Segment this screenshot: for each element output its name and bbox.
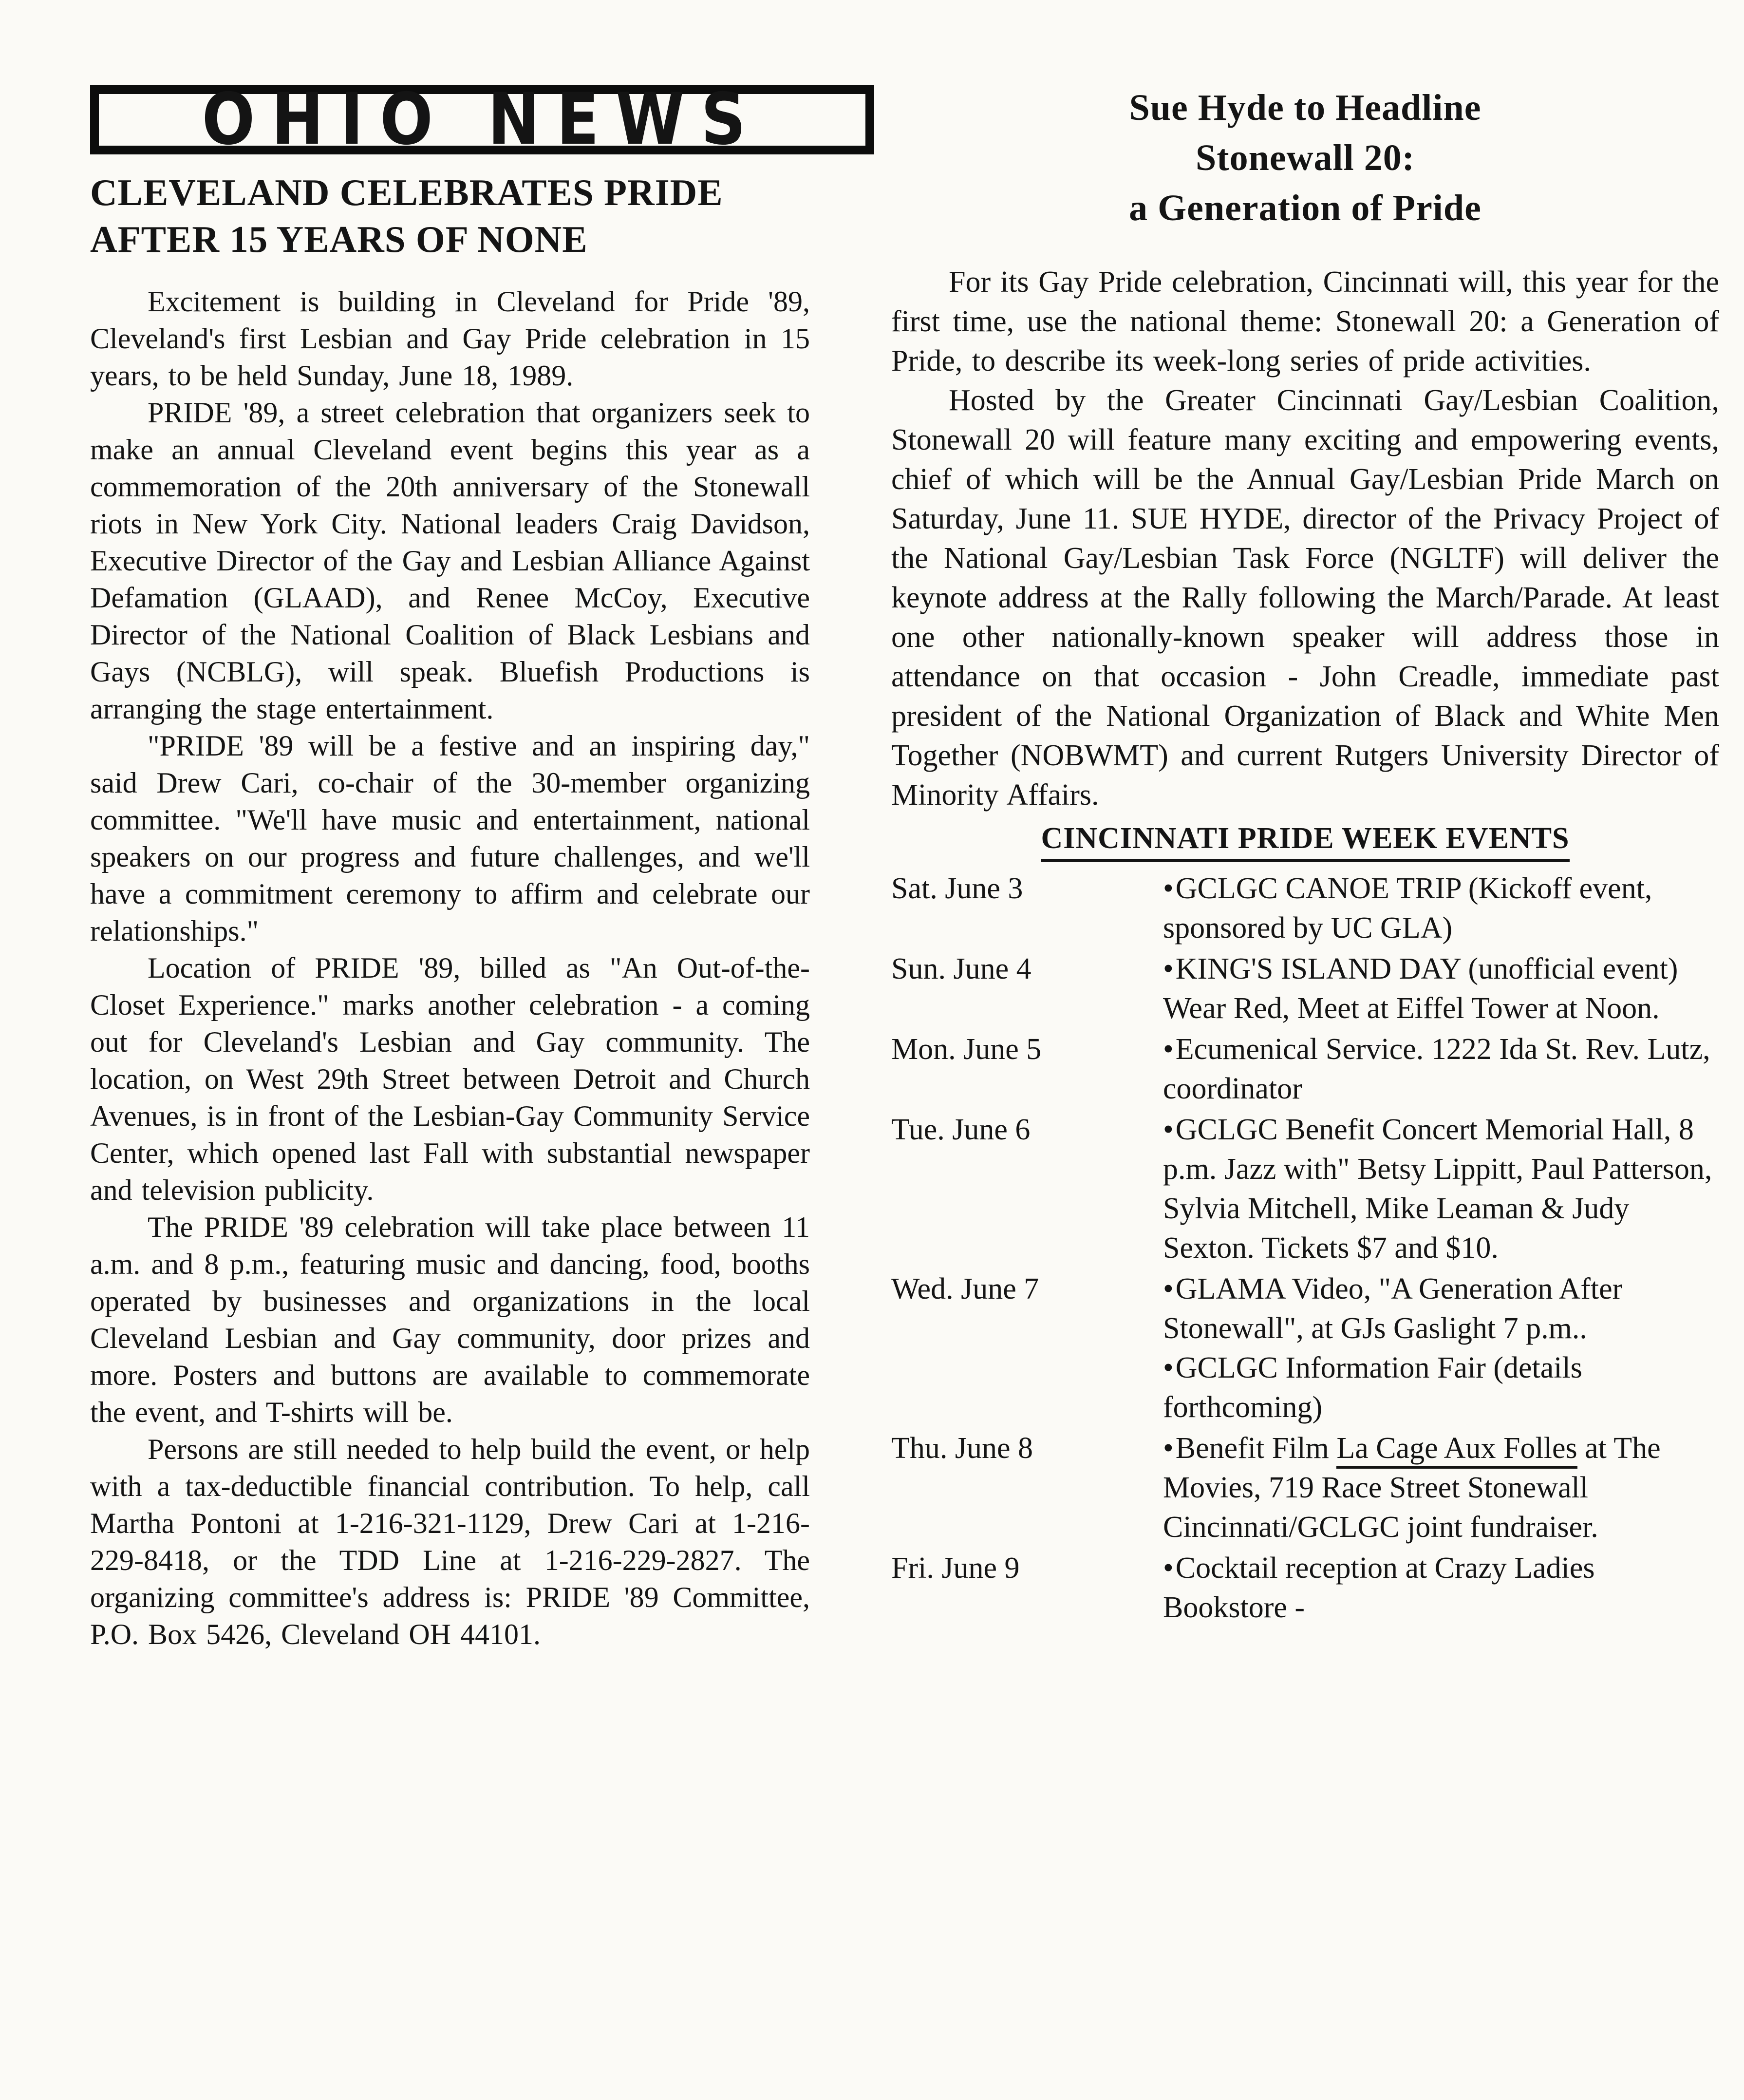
bullet-icon: • — [1163, 1033, 1174, 1066]
event-item — [1163, 949, 1719, 1028]
event-row — [891, 1030, 1719, 1109]
event-row — [891, 869, 1719, 948]
event-date: Wed. June 7 — [891, 1272, 1039, 1305]
event-row — [891, 1549, 1719, 1627]
event-text: at The Movies, 719 Race Street Stonewall Cincinnati/GCLGC joint fundraiser. — [1163, 1432, 1661, 1544]
bullet-icon: • — [1163, 872, 1174, 905]
event-text: Ecumenical Service. 1222 Ida St. Rev. Lutz, coordinator — [1163, 1033, 1710, 1105]
event-description — [1163, 1549, 1719, 1627]
right-column — [891, 83, 1719, 1627]
event-item — [1163, 1348, 1719, 1427]
paragraph: Persons are still needed to help build the event, or help with a tax-deductible financial contribution. To help, call Martha Pontoni at 1-216-321-1129, Drew Cari at 1-216-229-8418, or the TDD Line at 1-216-229-2827. The organizing committee's address is: PRIDE '89 Committee, P.O. Box 5426, Cleveland OH 44101. — [90, 1433, 810, 1650]
events-heading-wrap — [891, 820, 1719, 862]
bullet-icon: • — [1163, 952, 1174, 985]
section-banner-title: OHIO NEWS — [202, 78, 763, 161]
event-item — [1163, 1269, 1719, 1348]
event-row — [891, 1110, 1719, 1268]
article-body-left — [90, 283, 810, 1653]
event-date: Thu. June 8 — [891, 1432, 1033, 1465]
headline-line: CLEVELAND CELEBRATES PRIDE — [90, 171, 723, 213]
paragraph: Hosted by the Greater Cincinnati Gay/Lesbian Coalition, Stonewall 20 will feature many exciting and empowering events, chief of which will be the Annual Gay/Lesbian Pride March on Saturday, June 11. SUE HYDE, director of the Privacy Project of the National Gay/Lesbian Task Force (NGLTF) will deliver the keynote address at the Rally following the March/Parade. At least one other nationally-known speaker will address those in attendance on that occasion - John Creadle, immediate past president of the National Organization of Black and White Men Together (NOBWMT) and current Rutgers University Director of Minority Affairs. — [891, 384, 1719, 812]
headline-line: a Generation of Pride — [1129, 188, 1481, 228]
paragraph: Location of PRIDE '89, billed as "An Out-of-the-Closet Experience." marks another celebration - a coming out for Cleveland's Lesbian and Gay community. The location, on West 29th Street between Detroit and Church Avenues, is in front of the Lesbian-Gay Community Service Center, which opened last Fall with substantial newspaper and television publicity. — [90, 952, 810, 1206]
paragraph: PRIDE '89, a street celebration that organizers seek to make an annual Cleveland event begins this year as a commemoration of the 20th anniversary of the Stonewall riots in New York City. National leaders Craig Davidson, Executive Director of the Gay and Lesbian Alliance Against Defamation (GLAAD), and Renee McCoy, Executive Director of the National Coalition of Black Lesbians and Gays (NCBLG), will speak. Bluefish Productions is arranging the stage entertainment. — [90, 397, 810, 725]
event-row — [891, 1269, 1719, 1427]
paragraph: For its Gay Pride celebration, Cincinnati will, this year for the first time, use the national theme: Stonewall 20: a Generation of Pride, to describe its week-long series of pride activities. — [891, 265, 1719, 378]
event-text: GCLGC Benefit Concert Memorial Hall, 8 p.m. Jazz with" Betsy Lippitt, Paul Patterson, Sylvia Mitchell, Mike Leaman & Judy Sexton. Tickets $7 and $10. — [1163, 1113, 1712, 1265]
event-description — [1163, 1030, 1719, 1109]
paragraph: The PRIDE '89 celebration will take place between 11 a.m. and 8 p.m., featuring music and dancing, food, booths operated by businesses and organizations in the local Cleveland Lesbian and Gay community, door prizes and more. Posters and buttons are available to commemorate the event, and T-shirts will be. — [90, 1211, 810, 1428]
event-text: GLAMA Video, "A Generation After Stonewall", at GJs Gaslight 7 p.m.. — [1163, 1272, 1623, 1345]
event-text: GCLGC CANOE TRIP (Kickoff event, sponsored by UC GLA) — [1163, 872, 1652, 945]
bullet-icon: • — [1163, 1432, 1174, 1465]
paragraph: Excitement is building in Cleveland for Pride '89, Cleveland's first Lesbian and Gay Pride celebration in 15 years, to be held Sunday, June 18, 1989. — [90, 285, 810, 392]
bullet-icon: • — [1163, 1551, 1174, 1585]
event-text: Cocktail reception at Crazy Ladies Bookstore - — [1163, 1551, 1595, 1624]
event-description — [1163, 1110, 1719, 1268]
event-item — [1163, 1549, 1719, 1627]
event-date: Tue. June 6 — [891, 1113, 1031, 1146]
article-body-right — [891, 263, 1719, 815]
events-list — [891, 869, 1719, 1627]
event-date: Sat. June 3 — [891, 872, 1023, 905]
bullet-icon: • — [1163, 1113, 1174, 1146]
event-date: Sun. June 4 — [891, 952, 1031, 985]
bullet-icon: • — [1163, 1272, 1174, 1305]
bullet-icon: • — [1163, 1351, 1174, 1384]
headline-line: Sue Hyde to Headline — [1129, 87, 1481, 128]
event-item — [1163, 1110, 1719, 1268]
headline-line: Stonewall 20: — [1196, 137, 1415, 178]
event-item — [1163, 869, 1719, 948]
event-date: Fri. June 9 — [891, 1551, 1020, 1585]
events-heading: CINCINNATI PRIDE WEEK EVENTS — [1041, 820, 1569, 862]
left-column — [90, 78, 874, 1653]
paragraph: "PRIDE '89 will be a festive and an inspiring day," said Drew Cari, co-chair of the 30-member organizing committee. "We'll have music and entertainment, national speakers on our progress and future challenges, and we'll have a commitment ceremony to affirm and celebrate our relationships." — [90, 730, 810, 947]
event-text-underlined-film-title: La Cage Aux Folles — [1336, 1432, 1577, 1469]
event-text: GCLGC Information Fair (details forthcoming) — [1163, 1351, 1582, 1424]
event-text: Benefit Film — [1175, 1432, 1337, 1465]
section-banner — [90, 78, 874, 161]
event-item — [1163, 1429, 1719, 1547]
event-description — [1163, 1429, 1719, 1547]
event-date: Mon. June 5 — [891, 1033, 1042, 1066]
article-headline-right — [891, 83, 1719, 233]
event-text: KING'S ISLAND DAY (unofficial event) Wear Red, Meet at Eiffel Tower at Noon. — [1163, 952, 1678, 1025]
event-description — [1163, 869, 1719, 948]
event-row — [891, 1429, 1719, 1547]
event-row — [891, 949, 1719, 1028]
event-description — [1163, 1269, 1719, 1427]
event-description — [1163, 949, 1719, 1028]
article-headline-left — [90, 169, 874, 263]
headline-line: AFTER 15 YEARS OF NONE — [90, 218, 588, 260]
event-item — [1163, 1030, 1719, 1109]
